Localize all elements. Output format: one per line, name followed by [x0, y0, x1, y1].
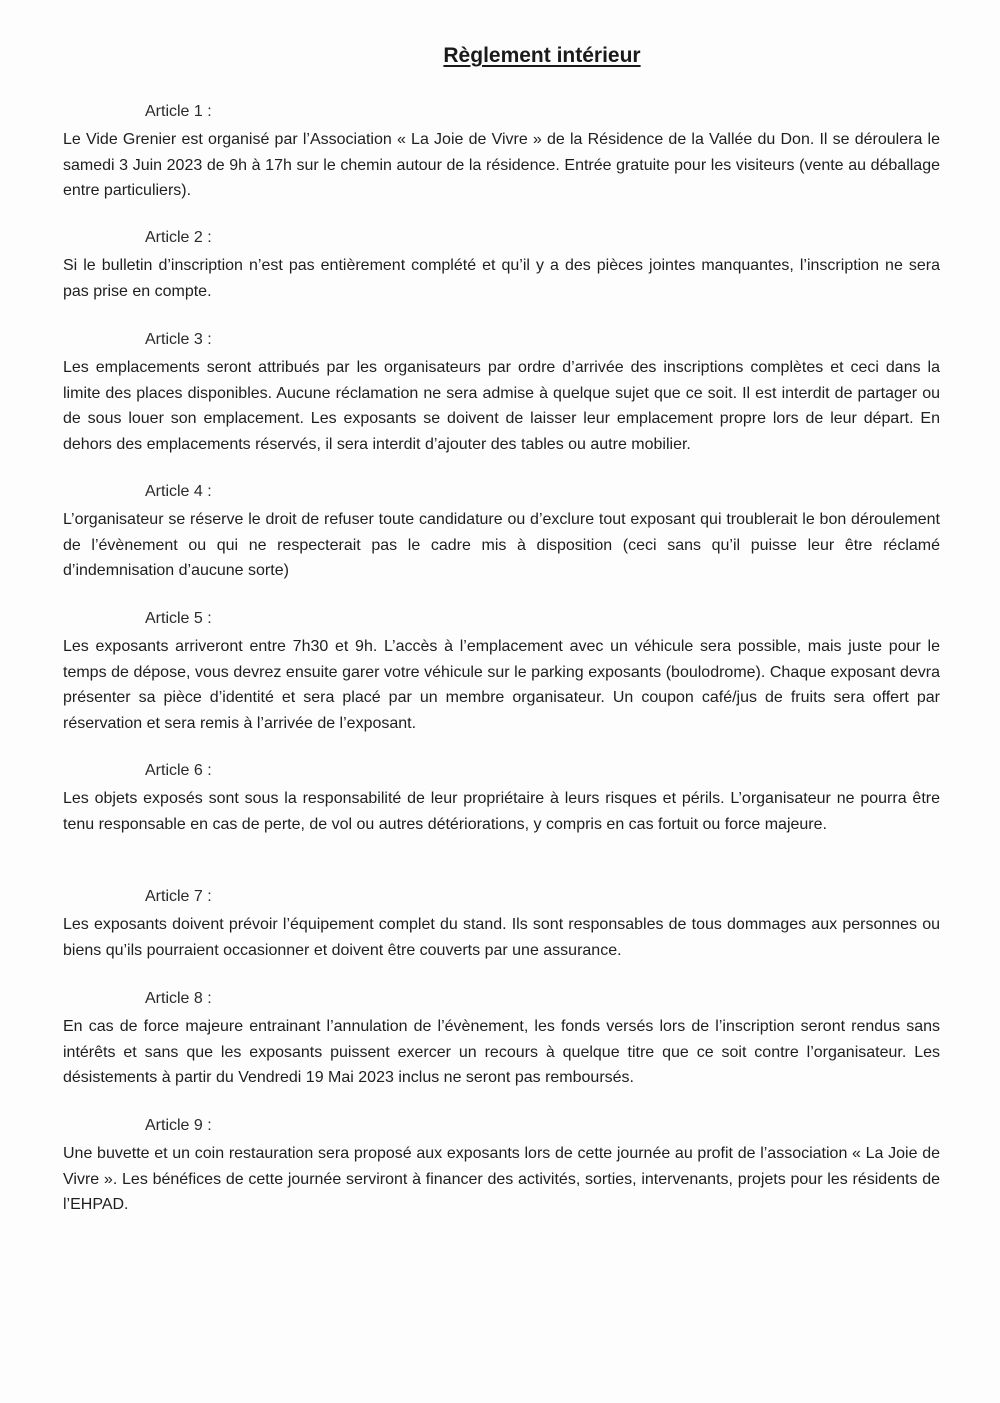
article-text: En cas de force majeure entrainant l’annulation de l’évènement, les fonds versés lors de l’inscription seront rendus sans intérêts et sans que les exposants puissent exercer un recours à quelque titre que ce soit contre l’organisateur. Les désistements à partir du Vendredi 19 Mai 2023 inclus ne seront pas remboursés. — [63, 1018, 940, 1086]
article-3 — [63, 331, 940, 457]
article-heading: Article 7 : — [145, 888, 212, 905]
article-4 — [63, 483, 940, 584]
article-2 — [63, 229, 940, 304]
article-9 — [63, 1117, 940, 1218]
article-text: Le Vide Grenier est organisé par l’Association « La Joie de Vivre » de la Résidence de la Vallée du Don. Il se déroulera le samedi 3 Juin 2023 de 9h à 17h sur le chemin autour de la résidence. Entrée gratuite pour les visiteurs (vente au déballage entre particuliers). — [63, 131, 940, 199]
article-heading: Article 9 : — [145, 1117, 212, 1134]
article-heading: Article 1 : — [145, 103, 212, 120]
article-heading: Article 3 : — [145, 331, 212, 348]
article-1 — [63, 103, 940, 204]
article-heading: Article 4 : — [145, 483, 212, 500]
article-text: Les objets exposés sont sous la responsabilité de leur propriétaire à leurs risques et périls. L’organisateur ne pourra être tenu responsable en cas de perte, de vol ou autres détériorations, y compris en cas fortuit ou force majeure. — [63, 790, 940, 833]
article-7 — [63, 888, 940, 963]
document-title: Règlement intérieur — [443, 44, 641, 67]
article-heading: Article 6 : — [145, 762, 212, 779]
article-text: Les emplacements seront attribués par les organisateurs par ordre d’arrivée des inscriptions complètes et ceci dans la limite des places disponibles. Aucune réclamation ne sera admise à quelque sujet que ce soit. Il est interdit de partager ou de sous louer son emplacement. Les exposants se doivent de laisser leur emplacement propre lors de leur départ. En dehors des emplacements réservés, il sera interdit d’ajouter des tables ou autre mobilier. — [63, 359, 940, 453]
article-text: Si le bulletin d’inscription n’est pas entièrement complété et qu’il y a des pièces jointes manquantes, l’inscription ne sera pas prise en compte. — [63, 257, 940, 300]
article-heading: Article 2 : — [145, 229, 212, 246]
article-heading: Article 8 : — [145, 990, 212, 1007]
article-text: Les exposants arriveront entre 7h30 et 9h. L’accès à l’emplacement avec un véhicule sera possible, mais juste pour le temps de dépose, vous devrez ensuite garer votre véhicule sur le parking exposants (boulodrome). Chaque exposant devra présenter sa pièce d’identité et sera placé par un membre organisateur. Un coupon café/jus de fruits sera offert par réservation et sera remis à l’arrivée de l’exposant. — [63, 638, 940, 732]
article-text: L’organisateur se réserve le droit de refuser toute candidature ou d’exclure tout exposant qui troublerait le bon déroulement de l’évènement ou qui ne respecterait pas le cadre mis à disposition (ceci sans qu’il puisse leur être réclamé d’indemnisation d’aucune sorte) — [63, 511, 940, 579]
article-text: Une buvette et un coin restauration sera proposé aux exposants lors de cette journée au profit de l’association « La Joie de Vivre ». Les bénéfices de cette journée serviront à financer des activités, sorties, intervenants, projets pour les résidents de l’EHPAD. — [63, 1145, 940, 1213]
article-text: Les exposants doivent prévoir l’équipement complet du stand. Ils sont responsables de tous dommages aux personnes ou biens qu’ils pourraient occasionner et doivent être couverts par une assurance. — [63, 916, 940, 959]
article-6 — [63, 762, 940, 837]
article-heading: Article 5 : — [145, 610, 212, 627]
article-8 — [63, 990, 940, 1091]
article-5 — [63, 610, 940, 736]
